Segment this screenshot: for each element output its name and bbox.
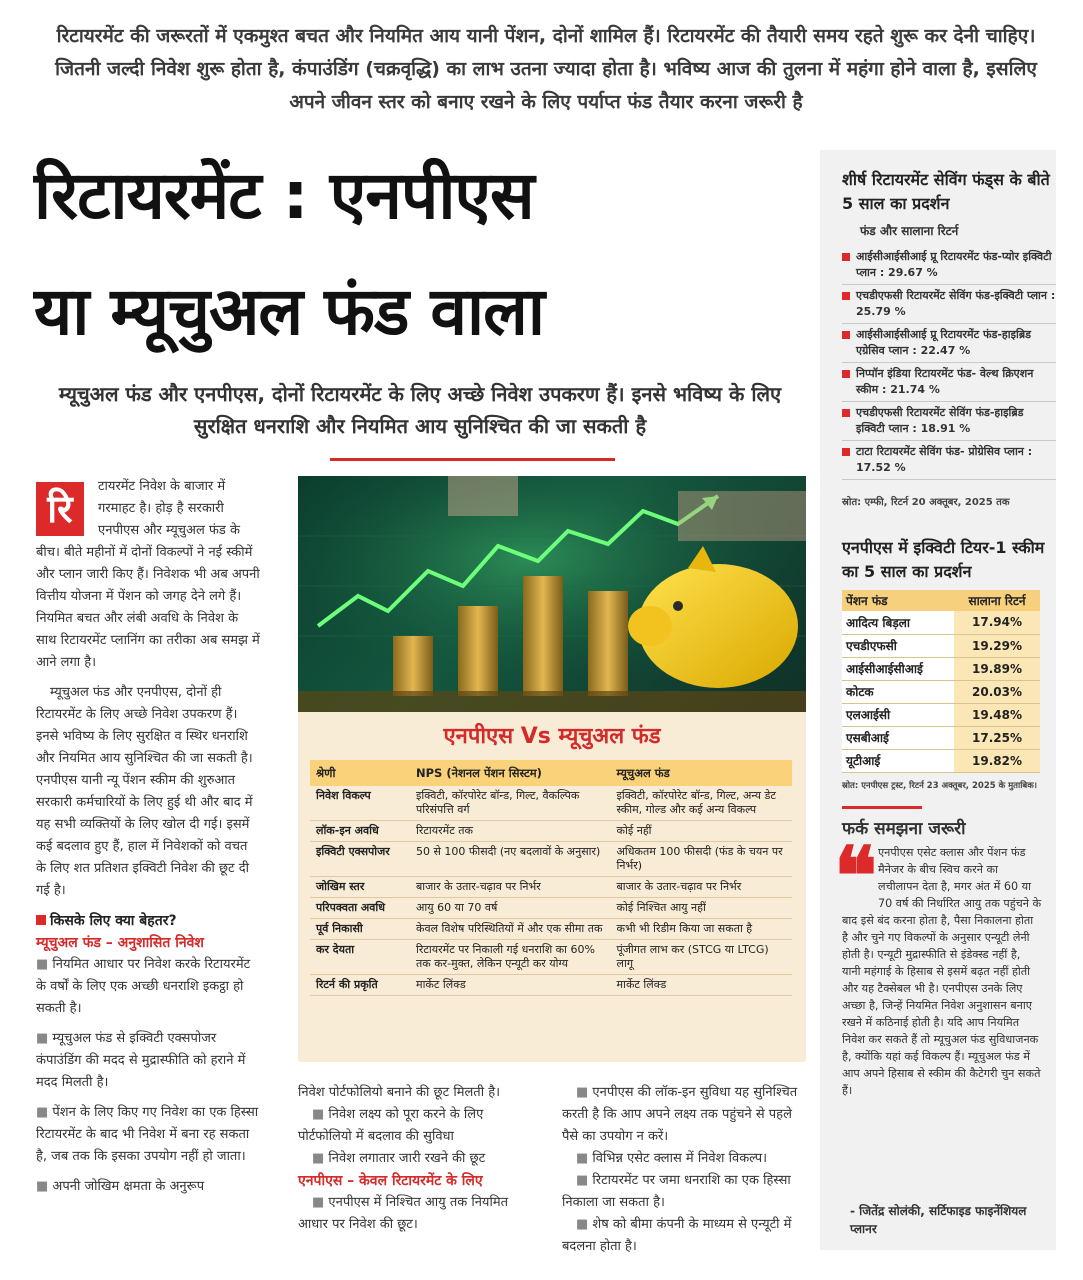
table-row: यूटीआई 19.82% (842, 749, 1040, 772)
piggy-bank-illustration (298, 476, 806, 712)
table-header: सालाना रिटर्न (954, 590, 1040, 611)
list-item: ■ अपनी जोखिम क्षमता के अनुरूप (36, 1179, 205, 1194)
source-note: स्रोत: एनपीएस ट्रस्ट, रिटर्न 23 अक्तूबर, 2025 के मुताबिक। (842, 781, 1038, 791)
list-item: ■ रिटायरमेंट पर जमा धनराशि का एक हिस्सा निकाला जा सकता है। (562, 1173, 791, 1210)
difference-body: एनपीएस एसेट क्लास और पेंशन फंड मैनेजर के बीच स्विच करने का लचीलापन देता है, मगर अंत में 60 या 70 वर्ष की निर्धारित आयु तक पहुंचने के बाद इसे बंद करना होता है, पैसा निकालना होता है और चुने गए विकल्पों के अनुसार एन्यूटी लेनी होती है। एन्यूटी मुद्रास्फीति से इंडेक्स्ड नहीं है, यानी महंगाई के हिसाब से इसमें बढ़त नहीं होती और यह टैक्सेबल भी है। एनपीएस उनके लिए अच्छा है, जिन्हें नियमित निवेश अनुशासन बनाए रखने में कठिनाई होती है। यदि आप नियमित निवेश कर सकते हैं तो म्यूचुअल फंड सुविधाजनक है, क्योंकि यहां कई विकल्प हैं। म्यूचुअल फंड में आप अपने हिसाब से स्कीम की कैटेगरी चुन सकते हैं। (842, 846, 1042, 1097)
red-square-icon (36, 915, 46, 925)
list-item: ■ विभिन्न एसेट क्लास में निवेश विकल्प। (576, 1151, 768, 1166)
list-item: एचडीएफसी रिटायरमेंट सेविंग फंड-हाइब्रिड इक्विटी प्लान : 18.91 % (842, 402, 1056, 441)
source-note: स्रोत: एम्फी, रिटर्न 20 अक्तूबर, 2025 तक (842, 497, 1010, 508)
list-item: आईसीआईसीआई प्रू रिटायरमेंट फंड-हाइब्रिड एग्रेसिव प्लान : 22.47 % (842, 324, 1056, 363)
intro-paragraph: रिटायरमेंट की जरूरतों में एकमुश्त बचत और नियमित आय यानी पेंशन, दोनों शामिल हैं। रिटायरमेंट की तैयारी समय रहते शुरू कर देनी चाहिए। जितनी जल्दी निवेश शुरू होता है, कंपाउंडिंग (चक्रवृद्धि) का लाभ उतना ज्यादा होता है। भविष्य आज की तुलना में महंगा होने वाला है, इसलिए अपने जीवन स्तर को बनाए रखने के लिए पर्याप्त फंड तैयार करना जरूरी है (55, 25, 1037, 113)
middle-column-1 (298, 1082, 534, 1236)
author-credit: - जितेंद्र सोलंकी, सर्टिफाइड फाइनेंशियल प्लानर (850, 1204, 1027, 1236)
quote-icon: ❝ (834, 829, 878, 923)
table-row: एचडीएफसी 19.29% (842, 634, 1040, 657)
fund-list (842, 246, 1056, 480)
list-item: ■ पेंशन के लिए किए गए निवेश का एक हिस्सा रिटायरमेंट के बाद भी निवेश में बना रह सकता है, जब तक कि इसका उपयोग नहीं हो जाता। (36, 1105, 259, 1164)
list-item: ■ एनपीएस की लॉक-इन सुविधा यह सुनिश्चित करती है कि आप अपने लक्ष्य तक पहुंचने से पहले पैसे का उपयोग न करें। (562, 1085, 798, 1144)
body-paragraph: निवेश पोर्टफोलियो बनाने की छूट मिलती है। (298, 1085, 501, 1100)
list-item: एचडीएफसी रिटायरमेंट सेविंग फंड-इक्विटी प्लान : 25.79 % (842, 285, 1056, 324)
list-item: ■ शेष को बीमा कंपनी के माध्यम से एन्यूटी में बदलना होता है। (562, 1217, 792, 1254)
table-row: निवेश विकल्प इक्विटी, कॉरपोरेट बॉन्ड, गिल्ट, वैकल्पिक परिसंपत्ति वर्ग इक्विटी, कॉरपोरेट बॉन्ड, गिल्ट, अन्य डेट स्कीम, गोल्ड और कई अन्य विकल्प (310, 786, 792, 821)
table-row: परिपक्वता अवधि आयु 60 या 70 वर्ष कोई निश्चित आयु नहीं (310, 898, 792, 919)
table-header: NPS (नेशनल पेंशन सिस्टम) (410, 760, 611, 786)
table-header-row (842, 590, 1040, 611)
list-item: निप्पॉन इंडिया रिटायरमेंट फंड- वेल्थ क्रिएशन स्कीम : 21.74 % (842, 363, 1056, 402)
nps-performance-title: एनपीएस में इक्विटी टियर-1 स्कीम का 5 साल का प्रदर्शन (842, 538, 1045, 581)
list-item: ■ निवेश लगातार जारी रखने की छूट (312, 1151, 486, 1166)
table-header: श्रेणी (310, 760, 410, 786)
table-row: आदित्य बिड़ला 17.94% (842, 611, 1040, 634)
divider (842, 806, 922, 809)
difference-title: फर्क समझना जरूरी (842, 819, 966, 839)
table-row: एसबीआई 17.25% (842, 726, 1040, 749)
subheadline: म्यूचुअल फंड और एनपीएस, दोनों रिटायरमेंट के लिए अच्छे निवेश उपकरण हैं। इनसे भविष्य के लिए सुरक्षित धनराशि और नियमित आय सुनिश्चित की जा सकती है (58, 382, 782, 438)
table-row: इक्विटी एक्सपोजर 50 से 100 फीसदी (नए बदलावों के अनुसार) अधिकतम 100 फीसदी (फंड के चयन पर निर्भर) (310, 842, 792, 877)
list-item: आईसीआईसीआई प्रू रिटायरमेंट फंड-प्योर इक्विटी प्लान : 29.67 % (842, 246, 1056, 285)
nps-subheading: एनपीएस – केवल रिटायरमेंट के लिए (298, 1173, 483, 1189)
body-paragraph-1: टायरमेंट निवेश के बाजार में गरमाहट है। होड़ है सरकारी एनपीएस और म्यूचुअल फंड के बीच। बीते महीनों में दोनों विकल्पों ने नई स्कीमें और प्लान जारी किए हैं। निवेशक भी अब अपनी वित्तीय योजना में पेंशन को जगह देने लगे हैं। नियमित बचत और लंबी अवधि के निवेश के साथ रिटायरमेंट प्लानिंग का तरीका अब समझ में आने लगा है। (36, 479, 260, 670)
headline (34, 138, 804, 370)
list-item: टाटा रिटायरमेंट सेविंग फंड- प्रोग्रेसिव प्लान : 17.52 % (842, 441, 1056, 480)
table-row: रिटर्न की प्रकृति मार्केट लिंक्ड मार्केट लिंक्ड (310, 975, 792, 996)
middle-column-2 (562, 1082, 806, 1258)
headline-line-2: या म्यूचुअल फंड वाला (34, 273, 544, 350)
left-column (36, 476, 260, 1206)
list-item: ■ निवेश लक्ष्य को पूरा करने के लिए पोर्टफोलियो में बदलाव की सुविधा (298, 1107, 484, 1144)
table-header: पेंशन फंड (842, 590, 954, 611)
table-row: जोखिम स्तर बाजार के उतार-चढ़ाव पर निर्भर बाजार के उतार-चढ़ाव पर निर्भर (310, 877, 792, 898)
comparison-table (298, 712, 806, 1062)
top-funds-subtitle: फंड और सालाना रिटर्न (860, 224, 959, 238)
table-row: एलआईसी 19.48% (842, 703, 1040, 726)
list-item: ■ म्यूचुअल फंड से इक्विटी एक्सपोजर कंपाउंडिंग की मदद से मुद्रास्फीति को हराने में मदद मिलती है। (36, 1031, 246, 1090)
mf-subheading: म्यूचुअल फंड – अनुशासित निवेश (36, 935, 204, 951)
top-funds-title: शीर्ष रिटायरमेंट सेविंग फंड्स के बीते 5 साल का प्रदर्शन (842, 170, 1050, 213)
list-item: ■ एनपीएस में निश्चित आयु तक नियमित आधार पर निवेश की छूट। (298, 1195, 509, 1232)
section-heading: किसके लिए क्या बेहतर? (36, 910, 260, 932)
headline-line-1: रिटायरमेंट : एनपीएस (34, 157, 534, 234)
body-paragraph-2: म्यूचुअल फंड और एनपीएस, दोनों ही रिटायरमेंट के लिए अच्छे निवेश उपकरण हैं। इनसे भविष्य के लिए सुरक्षित व स्थिर धनराशि और नियमित आय सुनिश्चित की जा सकती है। एनपीएस यानी न्यू पेंशन स्कीम की शुरुआत सरकारी कर्मचारियों के लिए हुई थी और बाद में यह सभी व्यक्तियों के लिए खोल दी गई। इसमें कई बदलाव हुए हैं, हाल में निवेशकों को वचत के लिए शत प्रतिशत इक्विटी निवेश की छूट दी गई है। (36, 685, 253, 898)
comparison-title: एनपीएस Vs म्यूचुअल फंड (443, 724, 661, 749)
comparison-grid (310, 760, 792, 996)
table-row: कर देयता रिटायरमेंट पर निकाली गई धनराशि का 60% तक कर-मुक्त, लेकिन एन्यूटी कर योग्य पूंजीगत लाभ कर (STCG या LTCG) लागू (310, 940, 792, 975)
dropcap: रि (36, 482, 84, 536)
table-header-row (310, 760, 792, 786)
piggy-bank-photo (298, 476, 806, 712)
list-item: ■ नियमित आधार पर निवेश करके रिटायरमेंट के वर्षों के लिए एक अच्छी धनराशि इकट्ठा हो सकती है। (36, 957, 251, 1016)
table-row: लॉक-इन अवधि रिटायरमेंट तक कोई नहीं (310, 821, 792, 842)
table-row: आईसीआईसीआई 19.89% (842, 657, 1040, 680)
divider (330, 458, 615, 461)
table-row: पूर्व निकासी केवल विशेष परिस्थितियों में और एक सीमा तक कभी भी रिडीम किया जा सकता है (310, 919, 792, 940)
table-header: म्यूचुअल फंड (611, 760, 792, 786)
table-row: कोटक 20.03% (842, 680, 1040, 703)
sidebar (820, 150, 1056, 1250)
